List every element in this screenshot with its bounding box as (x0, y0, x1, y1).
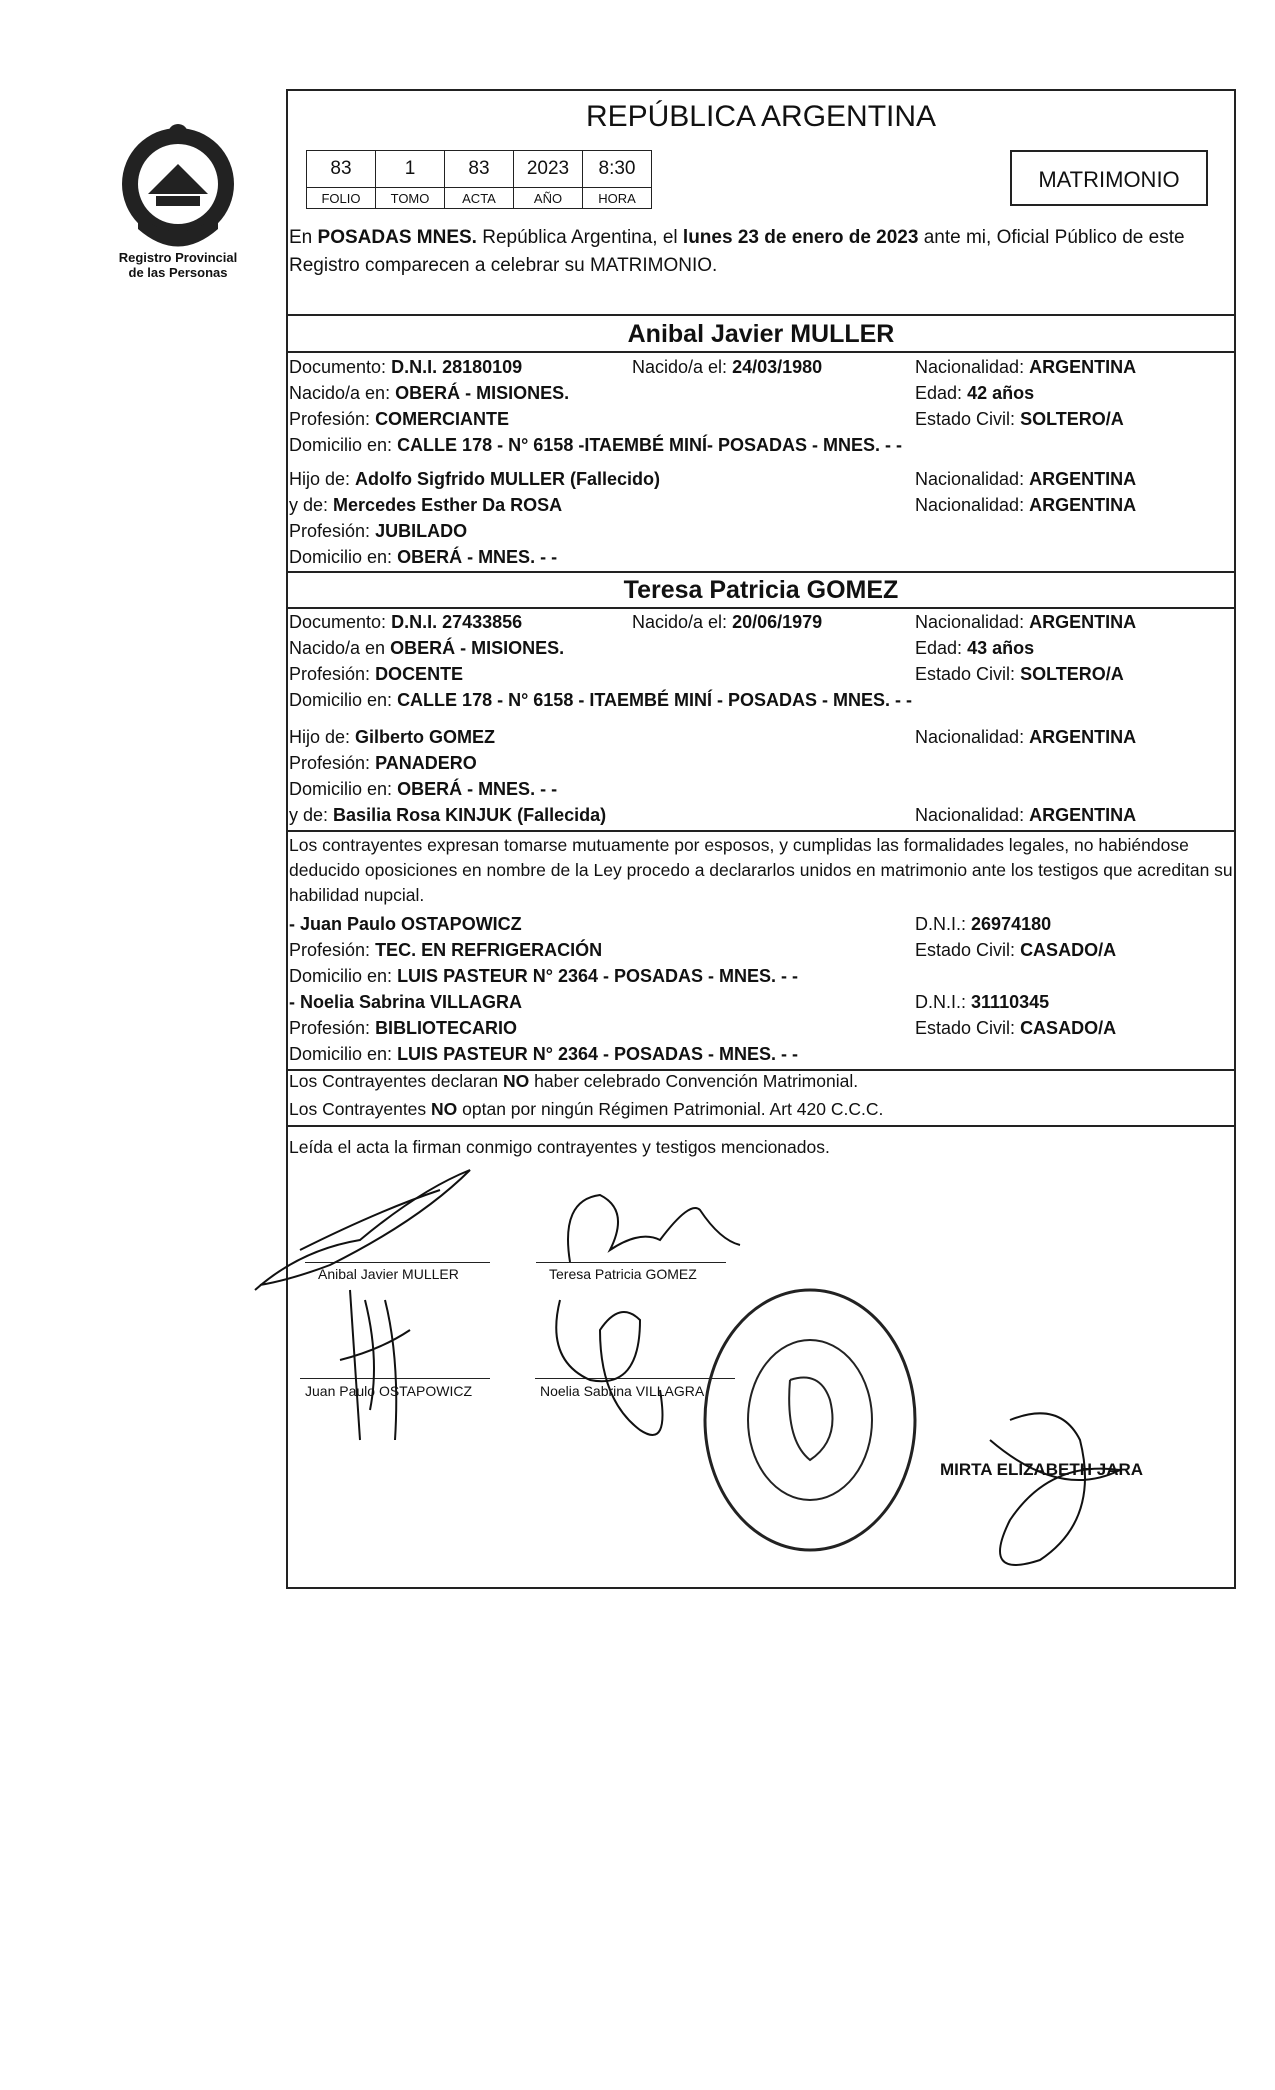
anio-value: 2023 (514, 151, 583, 188)
label: Profesión: (289, 940, 371, 960)
value: LUIS PASTEUR N° 2364 - POSADAS - MNES. - - (397, 1044, 798, 1064)
text: Los Contrayentes (289, 1099, 432, 1119)
value: OBERÁ - MNES. - - (397, 547, 558, 567)
value: PANADERO (375, 753, 477, 773)
hora-label: HORA (583, 188, 652, 209)
anio-label: AÑO (514, 188, 583, 209)
label: Edad: (915, 383, 963, 403)
bride-signature-name: Teresa Patricia GOMEZ (549, 1266, 697, 1282)
label: Domicilio en: (289, 435, 393, 455)
stamp-emblem (789, 1378, 832, 1461)
label: Estado Civil: (915, 409, 1016, 429)
label: y de: (289, 805, 329, 825)
label: Domicilio en: (289, 547, 393, 567)
value: ARGENTINA (1029, 469, 1137, 489)
value: ARGENTINA (1029, 357, 1137, 377)
label: Nacionalidad: (915, 612, 1025, 632)
text: Los Contrayentes declaran (289, 1071, 504, 1091)
value: 43 años (967, 638, 1035, 658)
label: Profesión: (289, 753, 371, 773)
value: CALLE 178 - N° 6158 -ITAEMBÉ MINÍ- POSADAS - MNES. - - (397, 435, 902, 455)
value: 26974180 (971, 914, 1052, 934)
value: DOCENTE (375, 664, 464, 684)
text-bold: NO (503, 1071, 530, 1091)
declaration-paragraph: Los contrayentes expresan tomarse mutuamente por esposos, y cumplidas las formalidades legales, no habiéndose deducido oposiciones en nombre de la Ley procedo a declararlos unidos en matrimonio ante los testigos que acreditan su habilidad nupcial. (289, 835, 1233, 905)
witness1-signature-name: Juan Paulo OSTAPOWICZ (305, 1383, 473, 1399)
value: 20/06/1979 (732, 612, 823, 632)
value: ARGENTINA (1029, 727, 1137, 747)
bride-name: Teresa Patricia GOMEZ (623, 576, 899, 604)
label: Domicilio en: (289, 1044, 393, 1064)
groom-signature-stroke (300, 1190, 440, 1250)
value: OBERÁ - MISIONES. (390, 638, 565, 658)
value: Mercedes Esther Da ROSA (333, 495, 563, 515)
official-stamp (705, 1290, 915, 1550)
country-title: REPÚBLICA ARGENTINA (585, 100, 937, 133)
stamp-outer-ring (705, 1290, 915, 1550)
label: Profesión: (289, 409, 371, 429)
label: Nacido/a en: (289, 383, 391, 403)
registry-caption-line1: Registro Provincial (118, 250, 238, 265)
value: LUIS PASTEUR N° 2364 - POSADAS - MNES. - - (397, 966, 798, 986)
label: y de: (289, 495, 329, 515)
value: - Juan Paulo OSTAPOWICZ (289, 914, 522, 934)
registry-caption-line2: de las Personas (128, 265, 228, 280)
stamp-inner-ring (748, 1340, 872, 1500)
value: Adolfo Sigfrido MULLER (Fallecido) (355, 469, 661, 489)
value: Basilia Rosa KINJUK (Fallecida) (333, 805, 607, 825)
label: Domicilio en: (289, 966, 393, 986)
label: Nacido/a el: (632, 612, 728, 632)
tomo-value: 1 (376, 151, 445, 188)
groom-name: Anibal Javier MULLER (627, 320, 895, 348)
acta-value: 83 (445, 151, 514, 188)
label: Nacionalidad: (915, 469, 1025, 489)
value: 31110345 (971, 992, 1050, 1012)
value: 24/03/1980 (732, 357, 823, 377)
label: Estado Civil: (915, 664, 1016, 684)
closing-statement: Leída el acta la firman conmigo contrayentes y testigos mencionados. (289, 1137, 830, 1157)
value: 42 años (967, 383, 1035, 403)
value: ARGENTINA (1029, 495, 1137, 515)
tomo-label: TOMO (376, 188, 445, 209)
value: D.N.I. 27433856 (391, 612, 523, 632)
value: D.N.I. 28180109 (391, 357, 523, 377)
value: ARGENTINA (1029, 612, 1137, 632)
value: CASADO/A (1020, 940, 1117, 960)
label: Estado Civil: (915, 940, 1016, 960)
groom-signature (255, 1170, 470, 1290)
label: Profesión: (289, 664, 371, 684)
act-type-box: MATRIMONIO (1010, 150, 1208, 206)
value: SOLTERO/A (1020, 409, 1124, 429)
label: Nacionalidad: (915, 805, 1025, 825)
folio-label: FOLIO (307, 188, 376, 209)
label: Nacionalidad: (915, 357, 1025, 377)
text-bold: NO (431, 1099, 458, 1119)
label: Profesión: (289, 521, 371, 541)
intro-post: ante mi, Oficial Público de este Registro comparecen a celebrar su MATRIMONIO. (289, 227, 1185, 276)
intro-date: lunes 23 de enero de 2023 (682, 227, 919, 248)
label: Hijo de: (289, 727, 351, 747)
value: COMERCIANTE (375, 409, 510, 429)
value: ARGENTINA (1029, 805, 1137, 825)
label: Nacionalidad: (915, 727, 1025, 747)
label: D.N.I.: (915, 914, 967, 934)
officer-signature-name: MIRTA ELIZABETH JARA (940, 1460, 1144, 1479)
value: CASADO/A (1020, 1018, 1117, 1038)
intro-place: POSADAS MNES. (317, 227, 477, 248)
value: BIBLIOTECARIO (375, 1018, 518, 1038)
value: JUBILADO (375, 521, 468, 541)
value: CALLE 178 - N° 6158 - ITAEMBÉ MINÍ - POSADAS - MNES. - - (397, 690, 912, 710)
label: Domicilio en: (289, 779, 393, 799)
label: Nacionalidad: (915, 495, 1025, 515)
label: Domicilio en: (289, 690, 393, 710)
bride-signature (568, 1195, 740, 1262)
label: Edad: (915, 638, 963, 658)
value: OBERÁ - MISIONES. (395, 383, 570, 403)
label: Profesión: (289, 1018, 371, 1038)
label: Estado Civil: (915, 1018, 1016, 1038)
label: D.N.I.: (915, 992, 967, 1012)
groom-signature-name: Anibal Javier MULLER (318, 1266, 459, 1282)
text: haber celebrado Convención Matrimonial. (529, 1071, 859, 1091)
hora-value: 8:30 (583, 151, 652, 188)
witness2-signature-name: Noelia Sabrina VILLAGRA (540, 1383, 705, 1399)
text: optan por ningún Régimen Patrimonial. Art 420 C.C.C. (457, 1099, 884, 1119)
label: Hijo de: (289, 469, 351, 489)
witness1-signature (340, 1290, 410, 1440)
value: TEC. EN REFRIGERACIÓN (375, 940, 603, 960)
witness2-signature (556, 1300, 662, 1435)
label: Nacido/a en (289, 638, 386, 658)
label: Documento: (289, 612, 387, 632)
intro-pre: En (289, 227, 318, 248)
intro-mid: República Argentina, el (476, 227, 683, 248)
acta-label: ACTA (445, 188, 514, 209)
folio-value: 83 (307, 151, 376, 188)
officer-signature (990, 1413, 1120, 1565)
value: SOLTERO/A (1020, 664, 1124, 684)
value: Gilberto GOMEZ (355, 727, 496, 747)
label: Documento: (289, 357, 387, 377)
value: - Noelia Sabrina VILLAGRA (289, 992, 523, 1012)
value: OBERÁ - MNES. - - (397, 779, 558, 799)
label: Nacido/a el: (632, 357, 728, 377)
